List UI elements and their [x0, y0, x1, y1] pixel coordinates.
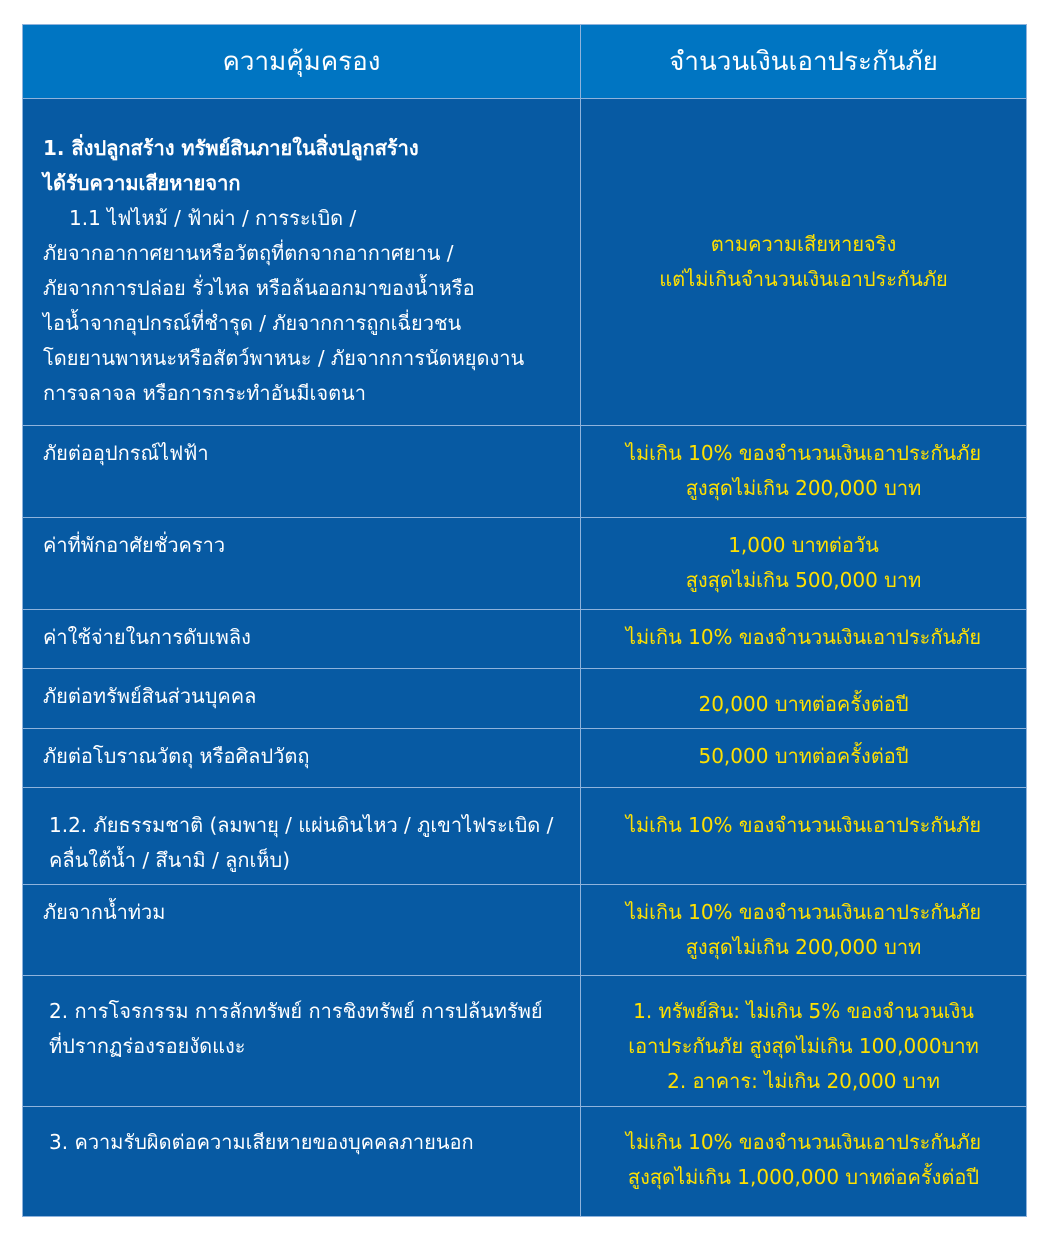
amount-line: ไม่เกิน 10% ของจำนวนเงินเอาประกันภัย — [625, 899, 982, 924]
coverage-line: ไอน้ำจากอุปกรณ์ที่ชำรุด / ภัยจากการถูกเฉี่ยวชน — [43, 311, 462, 335]
amount-line: สูงสุดไม่เกิน 200,000 บาท — [685, 476, 922, 501]
coverage-line: ค่าใช้จ่ายในการดับเพลิง — [43, 625, 251, 650]
coverage-line: ภัยจากน้ำท่วม — [43, 899, 166, 924]
amount-line: 2. อาคาร: ไม่เกิน 20,000 บาท — [667, 1068, 940, 1093]
table-row — [23, 99, 1027, 426]
coverage-line: ภัยต่ออุปกรณ์ไฟฟ้า — [43, 441, 209, 466]
table-row — [23, 884, 1027, 975]
table-row — [23, 669, 1027, 728]
coverage-line: การจลาจล หรือการกระทำอันมีเจตนา — [43, 381, 366, 405]
coverage-cell — [23, 669, 581, 728]
table-row — [23, 728, 1027, 787]
coverage-line: 2. การโจรกรรม การลักทรัพย์ การชิงทรัพย์ การปล้นทรัพย์ — [49, 998, 543, 1023]
amount-cell — [581, 975, 1027, 1106]
amount-line: ไม่เกิน 10% ของจำนวนเงินเอาประกันภัย — [625, 812, 982, 837]
coverage-table — [22, 24, 1027, 1217]
amount-cell — [581, 610, 1027, 669]
coverage-cell — [23, 787, 581, 884]
coverage-cell — [23, 518, 581, 610]
amount-cell — [581, 728, 1027, 787]
coverage-line: ภัยต่อทรัพย์สินส่วนบุคคล — [43, 684, 257, 709]
amount-line: ไม่เกิน 10% ของจำนวนเงินเอาประกันภัย — [625, 625, 982, 650]
coverage-cell — [23, 426, 581, 518]
header-sum-insured: จำนวนเงินเอาประกันภัย — [581, 25, 1027, 99]
coverage-line: ภัยจากอากาศยานหรือวัตถุที่ตกจากอากาศยาน / — [43, 241, 454, 265]
amount-line: 50,000 บาทต่อครั้งต่อปี — [698, 743, 909, 768]
amount-cell — [581, 787, 1027, 884]
amount-cell — [581, 884, 1027, 975]
coverage-line: โดยยานพาหนะหรือสัตว์พาหนะ / ภัยจากการนัดหยุดงาน — [43, 346, 525, 370]
amount-line: 20,000 บาทต่อครั้งต่อปี — [698, 692, 909, 717]
amount-cell — [581, 99, 1027, 426]
coverage-cell — [23, 884, 581, 975]
table-row — [23, 426, 1027, 518]
amount-cell — [581, 669, 1027, 728]
amount-line: 1. ทรัพย์สิน: ไม่เกิน 5% ของจำนวนเงิน — [633, 998, 974, 1023]
coverage-line: ที่ปรากฏร่องรอยงัดแงะ — [49, 1033, 246, 1058]
coverage-cell — [23, 728, 581, 787]
coverage-line: 3. ความรับผิดต่อความเสียหายของบุคคลภายนอก — [49, 1129, 474, 1154]
amount-cell — [581, 1106, 1027, 1216]
coverage-cell — [23, 1106, 581, 1216]
coverage-line: 1.1 ไฟไหม้ / ฟ้าผ่า / การระเบิด / — [69, 206, 357, 230]
table-row — [23, 518, 1027, 610]
amount-line: ตามความเสียหายจริง — [710, 232, 897, 257]
table-row — [23, 610, 1027, 669]
table-row — [23, 1106, 1027, 1216]
amount-line: เอาประกันภัย สูงสุดไม่เกิน 100,000บาท — [628, 1033, 979, 1058]
amount-line: ไม่เกิน 10% ของจำนวนเงินเอาประกันภัย — [625, 1129, 982, 1154]
amount-line: 1,000 บาทต่อวัน — [728, 533, 879, 558]
coverage-line: 1.2. ภัยธรรมชาติ (ลมพายุ / แผ่นดินไหว / ภูเขาไฟระเบิด / — [49, 812, 554, 837]
header-coverage: ความคุ้มครอง — [23, 25, 581, 99]
amount-line: สูงสุดไม่เกิน 1,000,000 บาทต่อครั้งต่อปี — [627, 1164, 980, 1189]
amount-cell — [581, 426, 1027, 518]
amount-line: ไม่เกิน 10% ของจำนวนเงินเอาประกันภัย — [625, 441, 982, 466]
coverage-cell — [23, 975, 581, 1106]
coverage-cell — [23, 99, 581, 426]
amount-line: แต่ไม่เกินจำนวนเงินเอาประกันภัย — [659, 267, 948, 292]
coverage-cell — [23, 610, 581, 669]
coverage-line: คลื่นใต้น้ำ / สึนามิ / ลูกเห็บ) — [49, 847, 291, 872]
coverage-title-line: 1. สิ่งปลูกสร้าง ทรัพย์สินภายในสิ่งปลูกสร้าง — [43, 136, 419, 160]
coverage-line: ภัยต่อโบราณวัตถุ หรือศิลปวัตถุ — [43, 743, 310, 768]
coverage-line: ค่าที่พักอาศัยชั่วคราว — [43, 533, 226, 558]
coverage-title-line: ได้รับความเสียหายจาก — [43, 171, 241, 195]
amount-cell — [581, 518, 1027, 610]
table-row — [23, 975, 1027, 1106]
table-row — [23, 787, 1027, 884]
table-header-row — [23, 25, 1027, 99]
amount-line: สูงสุดไม่เกิน 200,000 บาท — [685, 934, 922, 959]
coverage-line: ภัยจากการปล่อย รั่วไหล หรือล้นออกมาของน้ำหรือ — [43, 276, 475, 300]
amount-line: สูงสุดไม่เกิน 500,000 บาท — [685, 568, 922, 593]
